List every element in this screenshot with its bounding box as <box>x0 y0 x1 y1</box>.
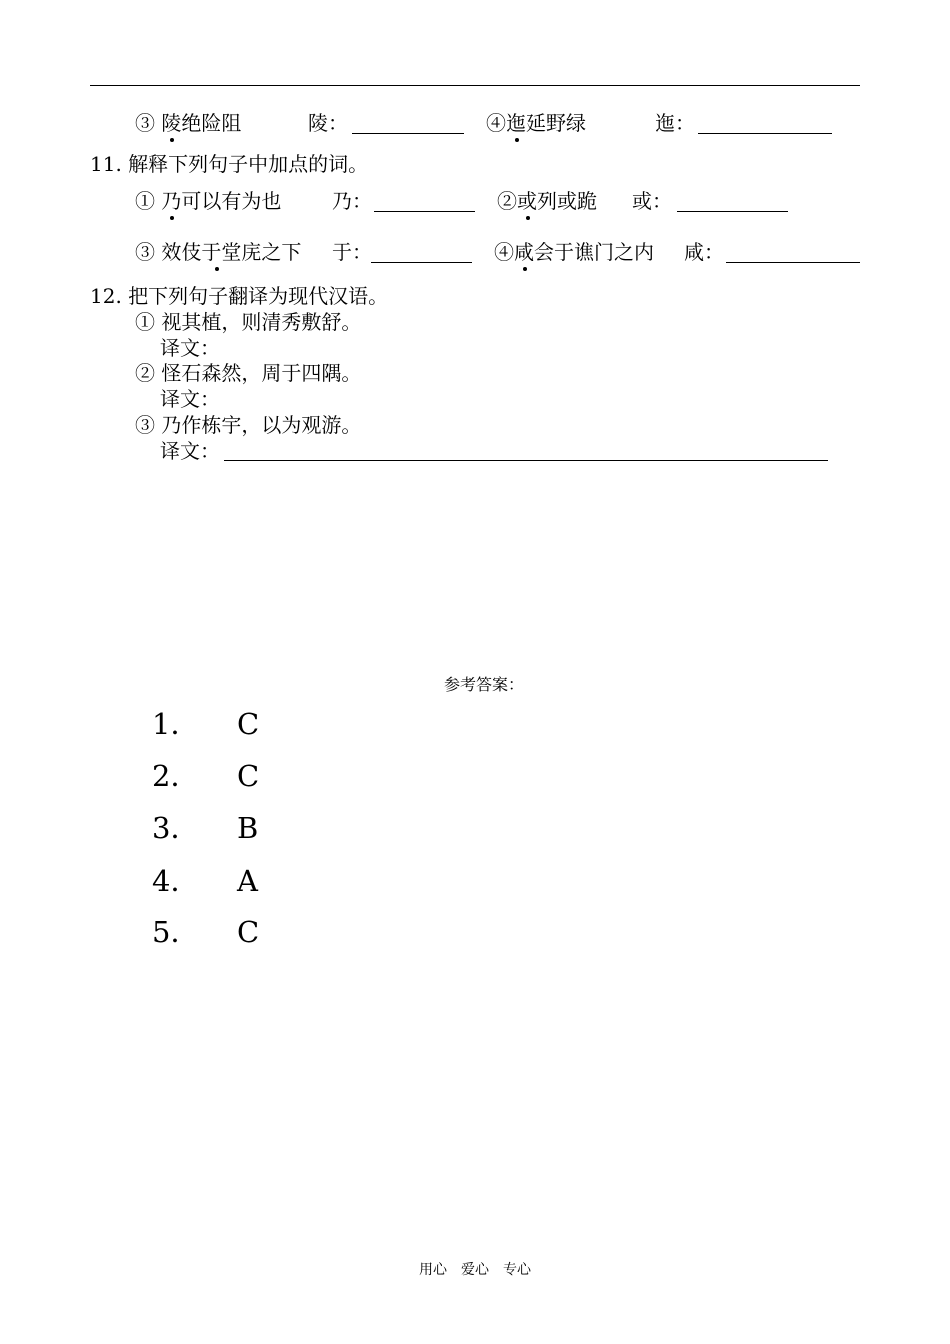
q12-translation-label-2: 译文： <box>160 387 220 411</box>
emphasis-dot <box>523 267 527 271</box>
emphasis-dot <box>170 216 174 220</box>
translation-blank[interactable] <box>224 460 828 461</box>
page-footer: 用心 爱心 专心 <box>419 1262 531 1278</box>
q11-item-1-label: ① 乃可以有为也 <box>135 189 282 213</box>
q11-title: 11. 解释下列句子中加点的词。 <box>90 152 369 176</box>
answer-value: A <box>237 864 258 898</box>
q12-title: 12. 把下列句子翻译为现代汉语。 <box>90 284 389 308</box>
q11-item-2-word: 或： <box>632 189 672 213</box>
q12-translation-label-1: 译文： <box>160 336 220 360</box>
q10-item-4-word: 迤： <box>655 111 695 135</box>
answer-blank[interactable] <box>371 262 472 263</box>
answer-value: C <box>237 707 260 741</box>
q11-item-4-label: ④咸会于谯门之内 <box>494 240 654 264</box>
answer-blank[interactable] <box>374 211 475 212</box>
q11-item-1-word: 乃： <box>332 189 372 213</box>
emphasis-dot <box>215 267 219 271</box>
q12-sentence-1: ① 视其植，则清秀敷舒。 <box>135 310 362 334</box>
emphasis-dot <box>526 216 530 220</box>
q11-item-2-label: ②或列或跪 <box>497 189 597 213</box>
q11-item-3-label: ③ 效伎于堂庑之下 <box>135 240 302 264</box>
q11-item-3-word: 于： <box>332 240 372 264</box>
answers-heading: 参考答案： <box>443 675 524 694</box>
answer-blank[interactable] <box>677 211 788 212</box>
answer-value: C <box>237 759 260 793</box>
header-rule <box>90 85 860 86</box>
answer-number: 2． <box>152 759 200 793</box>
q10-item-4-label: ④迤延野绿 <box>486 111 586 135</box>
emphasis-dot <box>170 138 174 142</box>
answer-number: 3． <box>152 811 200 845</box>
answer-number: 1． <box>152 707 200 741</box>
q12-sentence-3: ③ 乃作栋宇，以为观游。 <box>135 413 362 437</box>
answer-number: 5． <box>152 915 200 949</box>
answer-number: 4． <box>152 864 200 898</box>
answer-blank[interactable] <box>726 262 860 263</box>
emphasis-dot <box>515 138 519 142</box>
answer-value: B <box>237 811 259 845</box>
answer-blank[interactable] <box>698 133 832 134</box>
q11-item-4-word: 咸： <box>684 240 724 264</box>
answer-blank[interactable] <box>352 133 464 134</box>
q10-item-3-word: 陵： <box>308 111 348 135</box>
q12-sentence-2: ② 怪石森然，周于四隅。 <box>135 361 362 385</box>
answer-value: C <box>237 915 260 949</box>
q10-item-3-label: ③ 陵绝险阻 <box>135 111 242 135</box>
q12-translation-label-3: 译文： <box>160 439 220 463</box>
